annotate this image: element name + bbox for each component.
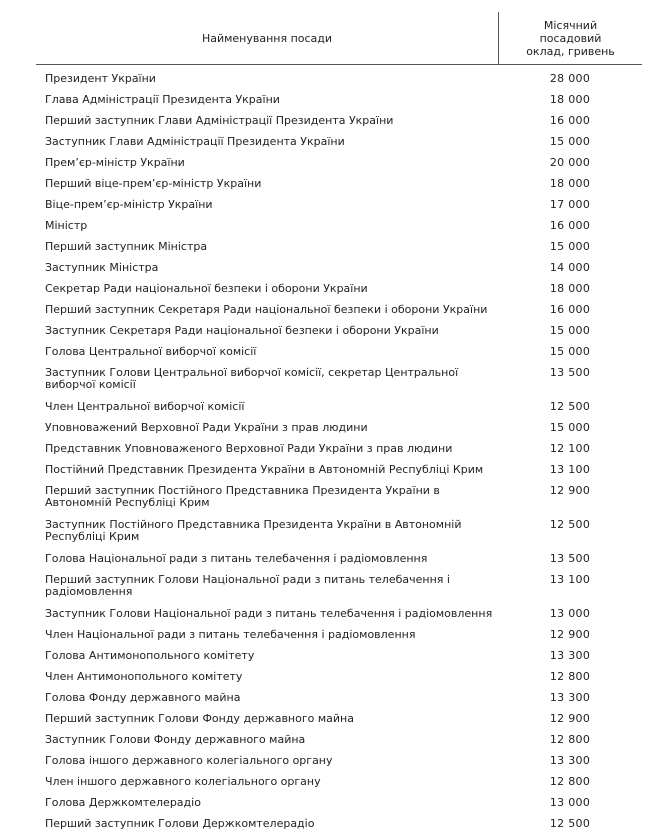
header-salary-line2: посадовий: [539, 31, 602, 45]
position-name: Перший заступник Секретаря Ради національної безпеки і оборони України: [45, 303, 488, 316]
salary-value: 15 000: [549, 240, 591, 253]
header-salary-line3: оклад, гривень: [526, 44, 615, 58]
position-name: Голова іншого державного колегіального органу: [45, 754, 333, 767]
salary-value: 12 800: [549, 670, 591, 683]
position-name: Член іншого державного колегіального органу: [45, 775, 321, 788]
position-name: Член Національної ради з питань телебачення і радіомовлення: [45, 628, 416, 641]
position-name: Заступник Міністра: [45, 261, 159, 274]
salary-value: 15 000: [549, 135, 591, 148]
position-name: Заступник Постійного Представника Президента України в Автономній Республіці Крим: [45, 518, 462, 543]
salary-value: 12 900: [549, 484, 591, 497]
salary-value: 12 100: [549, 442, 591, 455]
position-name: Уповноважений Верховної Ради України з прав людини: [45, 421, 368, 434]
position-name: Перший заступник Постійного Представника Президента України в Автономній Республіці Крим: [45, 484, 440, 509]
salary-value: 13 300: [549, 754, 591, 767]
position-name: Представник Уповноваженого Верховної Ради України з прав людини: [45, 442, 453, 455]
position-name: Прем’єр-міністр України: [45, 156, 185, 169]
salary-value: 16 000: [549, 303, 591, 316]
salary-value: 14 000: [549, 261, 591, 274]
salary-value: 13 300: [549, 691, 591, 704]
header-column-divider: [498, 12, 499, 64]
header-monthly-salary: [499, 12, 642, 64]
header-position-name: Найменування посади: [201, 31, 333, 45]
salary-value: 15 000: [549, 324, 591, 337]
position-name: Заступник Голови Центральної виборчої комісії, секретар Центральної виборчої комісії: [45, 366, 459, 391]
position-name: Заступник Глави Адміністрації Президента України: [45, 135, 345, 148]
table-header: [36, 12, 642, 65]
salary-value: 12 500: [549, 400, 591, 413]
position-name: Заступник Секретаря Ради національної безпеки і оборони України: [45, 324, 439, 337]
position-name: Голова Національної ради з питань телебачення і радіомовлення: [45, 552, 428, 565]
salary-value: 12 500: [549, 817, 591, 830]
salary-value: 17 000: [549, 198, 591, 211]
position-name: Глава Адміністрації Президента України: [45, 93, 280, 106]
position-name: Голова Антимонопольного комітету: [45, 649, 255, 662]
salary-value: 28 000: [549, 72, 591, 85]
position-name: Голова Фонду державного майна: [45, 691, 241, 704]
salary-value: 13 100: [549, 573, 591, 586]
salary-value: 13 300: [549, 649, 591, 662]
salary-value: 13 000: [549, 607, 591, 620]
position-name: Перший заступник Міністра: [45, 240, 208, 253]
salary-value: 20 000: [549, 156, 591, 169]
header-salary-line1: Місячний: [543, 18, 598, 32]
salary-value: 15 000: [549, 421, 591, 434]
position-name: Перший заступник Голови Держкомтелерадіо: [45, 817, 315, 830]
position-name: Голова Держкомтелерадіо: [45, 796, 201, 809]
salary-value: 12 800: [549, 775, 591, 788]
salary-value: 12 900: [549, 628, 591, 641]
position-name: Секретар Ради національної безпеки і оборони України: [45, 282, 368, 295]
salary-value: 16 000: [549, 114, 591, 127]
salary-value: 13 100: [549, 463, 591, 476]
salary-value: 18 000: [549, 177, 591, 190]
position-name: Віце-прем’єр-міністр України: [45, 198, 213, 211]
salary-value: 16 000: [549, 219, 591, 232]
salary-value: 12 500: [549, 518, 591, 531]
position-name: Постійний Представник Президента України в Автономній Республіці Крим: [45, 463, 484, 476]
position-name: Міністр: [45, 219, 88, 232]
position-name: Голова Центральної виборчої комісії: [45, 345, 257, 358]
position-name: Заступник Голови Фонду державного майна: [45, 733, 306, 746]
position-name: Заступник Голови Національної ради з питань телебачення і радіомовлення: [45, 607, 493, 620]
salary-value: 15 000: [549, 345, 591, 358]
salary-value: 12 900: [549, 712, 591, 725]
position-name: Перший заступник Голови Фонду державного майна: [45, 712, 354, 725]
salary-value: 13 500: [549, 552, 591, 565]
position-name: Член Центральної виборчої комісії: [45, 400, 245, 413]
salary-value: 13 500: [549, 366, 591, 379]
salary-value: 18 000: [549, 93, 591, 106]
position-name: Перший віце-прем’єр-міністр України: [45, 177, 262, 190]
position-name: Перший заступник Голови Національної ради з питань телебачення і радіомовлення: [45, 573, 450, 598]
salary-value: 18 000: [549, 282, 591, 295]
position-name: Член Антимонопольного комітету: [45, 670, 243, 683]
position-name: Президент України: [45, 72, 156, 85]
salary-value: 12 800: [549, 733, 591, 746]
salary-value: 13 000: [549, 796, 591, 809]
position-name: Перший заступник Глави Адміністрації Президента України: [45, 114, 394, 127]
